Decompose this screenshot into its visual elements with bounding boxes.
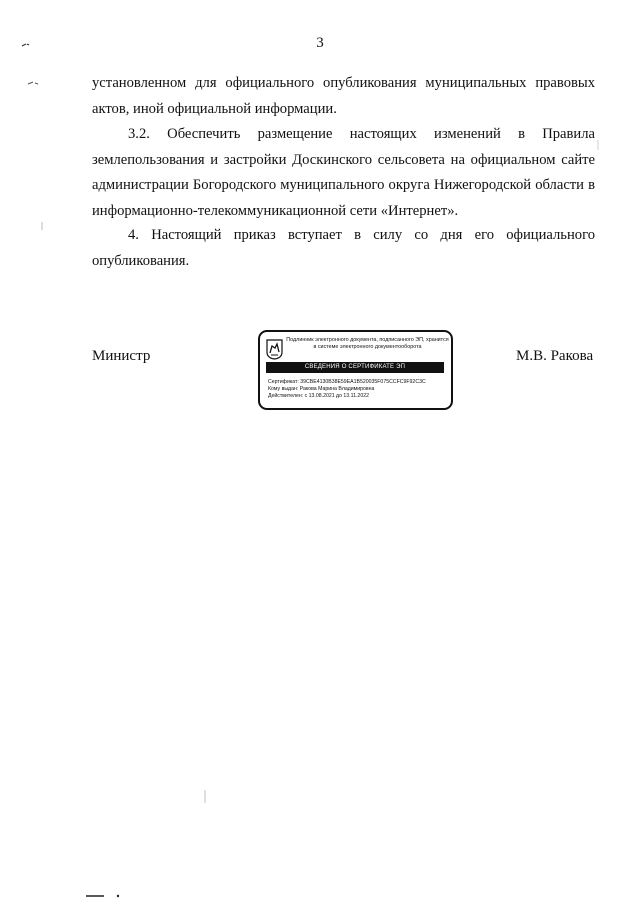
signer-title: Министр: [92, 348, 151, 364]
stamp-header: Подлинник электронного документа, подписанного ЭП, хранится в системе электронного документооборота: [286, 337, 449, 350]
coat-of-arms-icon: [266, 339, 283, 360]
paragraph-4: 4. Настоящий приказ вступает в силу со дня его официального опубликования.: [92, 227, 595, 269]
stamp-certificate-bar: СВЕДЕНИЯ О СЕРТИФИКАТЕ ЭП: [266, 362, 444, 373]
stamp-certificate-number: Сертификат: 39CBE4130B38E59EA1B520035F075CCFC9F92C3C: [268, 379, 426, 385]
stamp-validity: Действителен: с 13.08.2021 до 13.11.2022: [268, 393, 369, 399]
electronic-signature-stamp: [258, 330, 453, 410]
stamp-issued-to: Кому выдан: Ракова Марина Владимировна: [268, 386, 375, 392]
page-number: 3: [316, 35, 324, 51]
paragraph-continuation: установленном для официального опубликования муниципальных правовых актов, иной официальной информации.: [92, 75, 595, 117]
paragraph-3-2: 3.2. Обеспечить размещение настоящих изменений в Правила землепользования и застройки Доскинского сельсовета на официальном сайте администрации Богородского муниципального округа Нижегородской области в информационно-телекоммуникационной сети «Интернет».: [92, 126, 595, 219]
signer-name: М.В. Ракова: [516, 348, 594, 364]
